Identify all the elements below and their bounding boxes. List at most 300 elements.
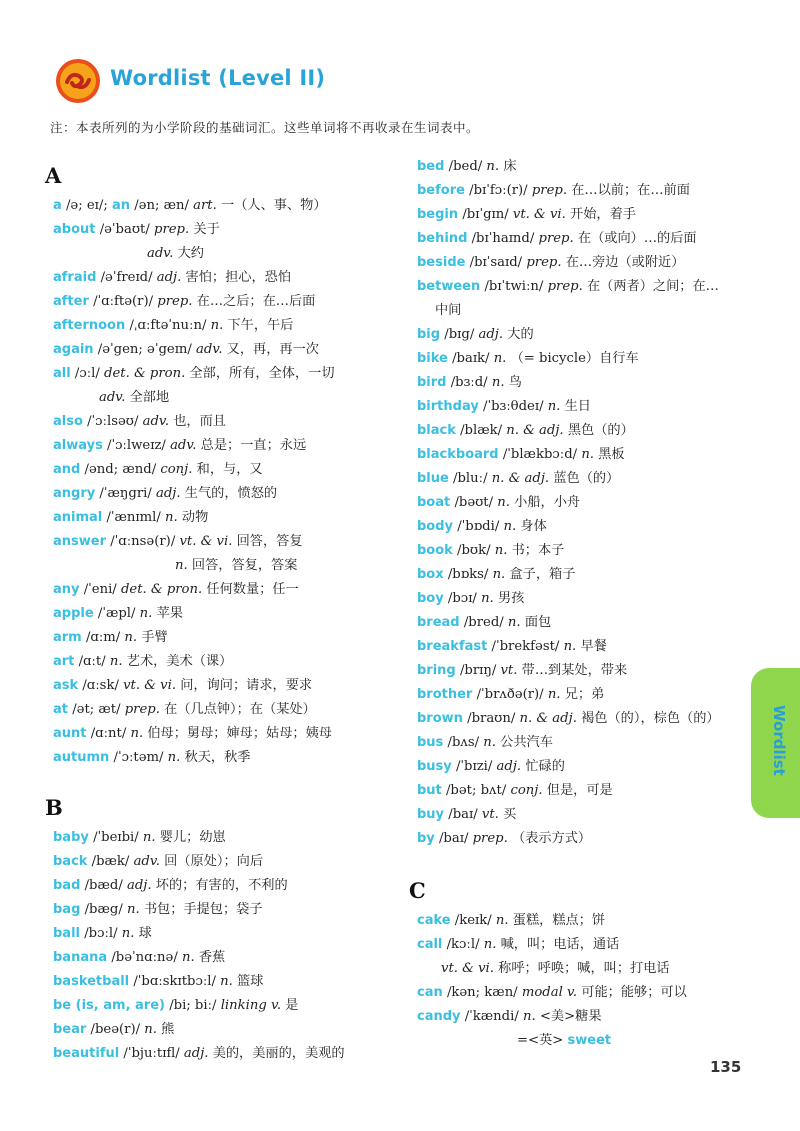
- part-of-speech: n. & adj.: [519, 711, 577, 726]
- phonetic: /ənd; ænd/: [84, 462, 157, 477]
- gloss: =<英>: [517, 1033, 564, 1048]
- headword: ask: [53, 678, 79, 693]
- part-of-speech: vt.: [481, 807, 499, 822]
- gloss: 篮球: [237, 974, 264, 989]
- gloss: 问，询问；请求，要求: [180, 678, 313, 693]
- part-of-speech: n.: [581, 447, 594, 462]
- headword: busy: [417, 759, 452, 774]
- word-entry: [53, 458, 393, 482]
- word-entry: [417, 467, 752, 491]
- gloss: 回答，答复，答案: [191, 558, 298, 573]
- gloss: 美的，美丽的，美观的: [212, 1046, 345, 1061]
- headword: book: [417, 543, 453, 558]
- phonetic: /braʊn/: [467, 711, 516, 726]
- headword: can: [417, 985, 443, 1000]
- headword: back: [53, 854, 88, 869]
- word-entry: [417, 515, 752, 539]
- word-entry: [53, 746, 393, 770]
- phonetic: /bæg/: [84, 902, 123, 917]
- word-entry: [417, 957, 752, 981]
- part-of-speech: adj.: [478, 327, 504, 342]
- word-entry: [417, 203, 752, 227]
- headword: apple: [53, 606, 94, 621]
- gloss: <美>糖果: [539, 1009, 602, 1024]
- gloss: 坏的；有害的，不利的: [155, 878, 288, 893]
- part-of-speech: det. & pron.: [104, 366, 186, 381]
- phonetic: /ɑːsk/: [82, 678, 119, 693]
- phonetic: /ˈæpl/: [97, 606, 136, 621]
- headword: baby: [53, 830, 89, 845]
- part-of-speech: adv.: [142, 414, 170, 429]
- phonetic: /ˈbɪzi/: [455, 759, 493, 774]
- headword: again: [53, 342, 94, 357]
- word-entry: [53, 362, 393, 386]
- phonetic: /ˈeni/: [83, 582, 117, 597]
- part-of-speech: adv.: [99, 390, 126, 405]
- word-entry: [53, 314, 393, 338]
- section-letter-c: C: [409, 878, 426, 903]
- gloss: 黑色（的）: [567, 423, 634, 438]
- phonetic: /ˈɔːlsəʊ/: [87, 414, 139, 429]
- gloss: 苹果: [156, 606, 183, 621]
- headword: before: [417, 183, 465, 198]
- right-column: [409, 155, 752, 1053]
- word-entry: [53, 386, 393, 410]
- word-entry: [417, 491, 752, 515]
- gloss: 生日: [564, 399, 591, 414]
- part-of-speech: prep.: [538, 231, 574, 246]
- part-of-speech: n. & adj.: [491, 471, 550, 486]
- phonetic: /bəˈnɑːnə/: [111, 950, 178, 965]
- word-entry: [53, 650, 393, 674]
- headword: basketball: [53, 974, 130, 989]
- part-of-speech: n.: [181, 950, 195, 965]
- gloss: 蛋糕，糕点；饼: [512, 913, 606, 928]
- gloss: 生气的，愤怒的: [184, 486, 278, 501]
- part-of-speech: adv.: [133, 854, 160, 869]
- gloss: 早餐: [580, 639, 607, 654]
- headword: but: [417, 783, 442, 798]
- part-of-speech: n.: [547, 399, 561, 414]
- gloss: 关于: [193, 222, 220, 237]
- phonetic: /bɜːd/: [450, 375, 488, 390]
- word-entry: [53, 1042, 393, 1066]
- headword: after: [53, 294, 89, 309]
- gloss: 和，与，又: [196, 462, 263, 477]
- headword: aunt: [53, 726, 87, 741]
- word-entry: [53, 338, 393, 362]
- gloss: 忙碌的: [525, 759, 565, 774]
- gloss: 称呼；呼唤；喊，叫；打电话: [498, 961, 670, 976]
- word-entry: [417, 587, 752, 611]
- word-entry: [417, 1005, 752, 1029]
- word-entry: [53, 698, 393, 722]
- part-of-speech: adj.: [126, 878, 152, 893]
- gloss: 全部，所有，全体，一切: [189, 366, 335, 381]
- headword: bird: [417, 375, 447, 390]
- part-of-speech: n.: [175, 558, 188, 573]
- phonetic: /ˈblækbɔːd/: [502, 447, 578, 462]
- phonetic: /əˈbaʊt/: [99, 222, 150, 237]
- gloss: 在…旁边（或附近）: [565, 255, 685, 270]
- part-of-speech: adj.: [156, 270, 182, 285]
- gloss: 动物: [181, 510, 209, 525]
- word-entry: [53, 898, 393, 922]
- part-of-speech: n.: [142, 830, 156, 845]
- part-of-speech: n.: [507, 615, 521, 630]
- gloss: （= bicycle）自行车: [510, 351, 639, 366]
- headword: bike: [417, 351, 448, 366]
- gloss: 婴儿；幼崽: [159, 830, 226, 845]
- phonetic: /beə(r)/: [90, 1022, 141, 1037]
- phonetic: /ˈbɜːθdeɪ/: [483, 399, 544, 414]
- word-entry: [417, 347, 752, 371]
- word-entry: [53, 970, 393, 994]
- gloss: （表示方式）: [512, 831, 592, 846]
- phonetic: /ˈænɪml/: [106, 510, 161, 525]
- part-of-speech: conj.: [160, 462, 193, 477]
- entry-list-a: [53, 194, 393, 770]
- phonetic: /ˈbɒdi/: [457, 519, 500, 534]
- gloss: 可能；能够；可以: [581, 985, 687, 1000]
- part-of-speech: vt.: [500, 663, 518, 678]
- gloss: 一（人、事、物）: [221, 198, 327, 213]
- headword: big: [417, 327, 441, 342]
- page-number: 135: [710, 1058, 742, 1076]
- phonetic: /bɪˈtwiːn/: [484, 279, 544, 294]
- word-entry: [417, 251, 752, 275]
- word-entry: [53, 850, 393, 874]
- gloss: 床: [503, 159, 517, 174]
- side-tab-label: Wordlist: [770, 705, 788, 776]
- part-of-speech: n.: [522, 1009, 536, 1024]
- part-of-speech: prep.: [472, 831, 508, 846]
- phonetic: /ˈɑːnsə(r)/: [110, 534, 176, 549]
- headword: candy: [417, 1009, 461, 1024]
- headword: always: [53, 438, 103, 453]
- phonetic: /ˈɔːlweɪz/: [107, 438, 166, 453]
- phonetic: /ˌɑːftəˈnuːn/: [129, 318, 207, 333]
- phonetic: /ˈkændi/: [464, 1009, 519, 1024]
- part-of-speech: n.: [483, 937, 497, 952]
- headword: afternoon: [53, 318, 126, 333]
- phonetic: /əˈfreɪd/: [100, 270, 153, 285]
- headword: between: [417, 279, 481, 294]
- phonetic: /bluː/: [453, 471, 488, 486]
- headword: also: [53, 414, 83, 429]
- word-entry: [53, 626, 393, 650]
- phonetic: /bed/: [448, 159, 483, 174]
- headword: art: [53, 654, 75, 669]
- phonetic: /baɪ/: [448, 807, 478, 822]
- word-entry: [417, 323, 752, 347]
- word-entry: [417, 539, 752, 563]
- part-of-speech: n.: [563, 639, 577, 654]
- phonetic: /ɑːt/: [78, 654, 106, 669]
- word-entry: [417, 933, 752, 957]
- headword: boy: [417, 591, 444, 606]
- word-entry: [53, 602, 393, 626]
- gloss: 全部地: [129, 390, 170, 405]
- word-entry: [417, 227, 752, 251]
- gloss: 在（两者）之间；在…: [586, 279, 719, 294]
- word-entry: [53, 290, 393, 314]
- part-of-speech: n.: [483, 735, 496, 750]
- entry-list-b: [53, 826, 393, 1066]
- part-of-speech: adv.: [196, 342, 223, 357]
- part-of-speech: n.: [491, 375, 505, 390]
- phonetic: /ɑːnt/: [90, 726, 127, 741]
- gloss: 身体: [520, 519, 547, 534]
- gloss: 兄；弟: [564, 687, 605, 702]
- word-entry: [53, 1018, 393, 1042]
- phonetic: /bɪg/: [444, 327, 475, 342]
- headword: black: [417, 423, 456, 438]
- gloss: 大约: [177, 246, 204, 261]
- part-of-speech: adv.: [170, 438, 197, 453]
- phonetic: /bɪˈgɪn/: [462, 207, 509, 222]
- gloss: 回答，答复: [236, 534, 303, 549]
- word-entry: [417, 755, 752, 779]
- phonetic: /bɪˈsaɪd/: [469, 255, 523, 270]
- phonetic: /blæk/: [460, 423, 503, 438]
- part-of-speech: vt. & vi.: [441, 961, 494, 976]
- headword: at: [53, 702, 68, 717]
- part-of-speech: linking v.: [220, 998, 282, 1013]
- part-of-speech: n.: [492, 567, 506, 582]
- gloss: 伯母；舅母；婶母；姑母；姨母: [147, 726, 332, 741]
- word-entry: [53, 922, 393, 946]
- headword: by: [417, 831, 435, 846]
- word-entry: [417, 611, 752, 635]
- gloss: 书包；手提包；袋子: [143, 902, 263, 917]
- phonetic: /bɪˈhaɪnd/: [471, 231, 535, 246]
- headword: beside: [417, 255, 466, 270]
- part-of-speech: art.: [193, 198, 217, 213]
- word-entry: [417, 981, 752, 1005]
- word-entry: [417, 299, 752, 323]
- word-entry: [53, 674, 393, 698]
- entry-list-b-continued: [417, 155, 752, 851]
- section-letter-b: B: [45, 795, 63, 820]
- headword: boat: [417, 495, 451, 510]
- gloss: 开始，着手: [570, 207, 636, 222]
- gloss: 在…以前；在…前面: [571, 183, 690, 198]
- cross-reference: sweet: [567, 1033, 612, 1048]
- phonetic: /baɪ/: [438, 831, 469, 846]
- word-entry: [417, 419, 752, 443]
- word-entry: [53, 506, 393, 530]
- phonetic: /bɪˈfɔː(r)/: [469, 183, 528, 198]
- gloss: 回（原处）；向后: [164, 854, 264, 869]
- swirl-logo-icon: [55, 58, 101, 104]
- gloss: 中间: [435, 303, 462, 318]
- part-of-speech: n.: [495, 913, 509, 928]
- phonetic: /bɔːl/: [84, 926, 118, 941]
- word-entry: [417, 1029, 752, 1053]
- gloss: 又，再，再一次: [226, 342, 319, 357]
- phonetic: /ˈɑːftə(r)/: [93, 294, 154, 309]
- word-entry: [53, 946, 393, 970]
- gloss: 褐色（的），棕色（的）: [581, 711, 720, 726]
- phonetic: /ət; æt/: [72, 702, 121, 717]
- word-entry: [53, 266, 393, 290]
- phonetic: /ə; eɪ/;: [65, 198, 108, 213]
- phonetic: /əˈgen; əˈgeɪn/: [97, 342, 192, 357]
- part-of-speech: n.: [121, 926, 135, 941]
- part-of-speech: n.: [486, 159, 500, 174]
- part-of-speech: n.: [126, 902, 140, 917]
- headword-variant: an: [111, 198, 131, 213]
- gloss: 总是；一直；永远: [200, 438, 307, 453]
- headword: cake: [417, 913, 451, 928]
- word-entry: [417, 827, 752, 851]
- word-entry: [53, 826, 393, 850]
- part-of-speech: modal v.: [521, 985, 578, 1000]
- phonetic: /ˈbeɪbi/: [93, 830, 139, 845]
- phonetic: /ˈæŋgri/: [99, 486, 152, 501]
- word-entry: [53, 242, 393, 266]
- phonetic: /bət; bʌt/: [445, 783, 507, 798]
- part-of-speech: n.: [167, 750, 181, 765]
- phonetic: /bɔɪ/: [447, 591, 477, 606]
- word-entry: [417, 659, 752, 683]
- headword: a: [53, 198, 62, 213]
- headword: about: [53, 222, 96, 237]
- gloss: 带…到某处，带来: [521, 663, 628, 678]
- word-entry: [417, 683, 752, 707]
- gloss: 但是，可是: [546, 783, 613, 798]
- part-of-speech: adj.: [183, 1046, 209, 1061]
- part-of-speech: n.: [494, 543, 508, 558]
- word-entry: [53, 722, 393, 746]
- gloss: 在（几点钟）；在（某处）: [164, 702, 316, 717]
- headword: brother: [417, 687, 473, 702]
- gloss: 买: [503, 807, 517, 822]
- word-entry: [53, 530, 393, 554]
- gloss: 面包: [524, 615, 552, 630]
- gloss: 蓝色（的）: [553, 471, 620, 486]
- phonetic: /baɪk/: [452, 351, 490, 366]
- word-entry: [417, 909, 752, 933]
- headword: blackboard: [417, 447, 499, 462]
- phonetic-variant: /ən; æn/: [134, 198, 189, 213]
- headword: banana: [53, 950, 108, 965]
- headword: bed: [417, 159, 445, 174]
- gloss: 公共汽车: [500, 735, 553, 750]
- entry-list-c: [417, 909, 752, 1053]
- part-of-speech: vt. & vi.: [179, 534, 233, 549]
- phonetic: /ˈbrʌðə(r)/: [476, 687, 544, 702]
- headword: brown: [417, 711, 463, 726]
- headword: bread: [417, 615, 460, 630]
- phonetic: /bɒks/: [447, 567, 489, 582]
- headword: bad: [53, 878, 81, 893]
- phonetic: /kən; kæn/: [446, 985, 518, 1000]
- phonetic: /bred/: [463, 615, 504, 630]
- part-of-speech: n.: [109, 654, 123, 669]
- headword: blue: [417, 471, 449, 486]
- gloss: 是: [285, 998, 299, 1013]
- gloss: 盒子，箱子: [509, 567, 576, 582]
- part-of-speech: prep.: [531, 183, 568, 198]
- word-entry: [417, 395, 752, 419]
- phonetic: /ˈbjuːtɪfl/: [123, 1046, 180, 1061]
- gloss: 喊，叫；电话，通话: [500, 937, 620, 952]
- phonetic: /kɔːl/: [446, 937, 480, 952]
- word-entry: [417, 155, 752, 179]
- part-of-speech: n.: [139, 606, 153, 621]
- part-of-speech: conj.: [510, 783, 543, 798]
- word-entry: [417, 803, 752, 827]
- phonetic: /ˈbrekfəst/: [491, 639, 560, 654]
- phonetic: /ˈbɑːskɪtbɔːl/: [133, 974, 216, 989]
- phonetic: /bʊk/: [457, 543, 491, 558]
- headword: and: [53, 462, 81, 477]
- headword: bus: [417, 735, 444, 750]
- headword: begin: [417, 207, 459, 222]
- headword: bear: [53, 1022, 87, 1037]
- headword: buy: [417, 807, 445, 822]
- headword: autumn: [53, 750, 110, 765]
- gloss: 大的: [507, 327, 534, 342]
- part-of-speech: n.: [165, 510, 178, 525]
- part-of-speech: n.: [124, 630, 138, 645]
- part-of-speech: n.: [481, 591, 494, 606]
- part-of-speech: n.: [130, 726, 144, 741]
- word-entry: [53, 482, 393, 506]
- word-entry: [417, 731, 752, 755]
- part-of-speech: n.: [493, 351, 507, 366]
- headword: any: [53, 582, 80, 597]
- headword: be (is, am, are): [53, 998, 165, 1013]
- gloss: 书；本子: [511, 543, 565, 558]
- part-of-speech: vt. & vi.: [123, 678, 177, 693]
- part-of-speech: prep.: [157, 294, 193, 309]
- word-entry: [417, 371, 752, 395]
- phonetic: /keɪk/: [454, 913, 492, 928]
- word-entry: [53, 578, 393, 602]
- part-of-speech: n.: [220, 974, 233, 989]
- phonetic: /brɪŋ/: [459, 663, 497, 678]
- part-of-speech: prep.: [547, 279, 583, 294]
- part-of-speech: n.: [503, 519, 517, 534]
- word-entry: [417, 563, 752, 587]
- gloss: 任何数量；任一: [206, 582, 299, 597]
- headword: ball: [53, 926, 80, 941]
- intro-note: 注：本表所列的为小学阶段的基础词汇。这些单词将不再收录在生词表中。: [50, 120, 480, 135]
- gloss: 香蕉: [198, 950, 226, 965]
- phonetic: /bæd/: [84, 878, 123, 893]
- gloss: 害怕；担心，恐怕: [185, 270, 292, 285]
- part-of-speech: n.: [547, 687, 561, 702]
- phonetic: /ˈɔːtəm/: [113, 750, 164, 765]
- headword: bag: [53, 902, 81, 917]
- part-of-speech: prep.: [124, 702, 160, 717]
- gloss: 手臂: [141, 630, 168, 645]
- gloss: 艺术，美术（课）: [126, 654, 233, 669]
- word-entry: [417, 635, 752, 659]
- word-entry: [417, 179, 752, 203]
- part-of-speech: adj.: [156, 486, 181, 501]
- gloss: 男孩: [497, 591, 525, 606]
- word-entry: [53, 874, 393, 898]
- phonetic: /bʌs/: [447, 735, 480, 750]
- headword: call: [417, 937, 443, 952]
- headword: all: [53, 366, 71, 381]
- gloss: 球: [138, 926, 152, 941]
- word-entry: [417, 275, 752, 299]
